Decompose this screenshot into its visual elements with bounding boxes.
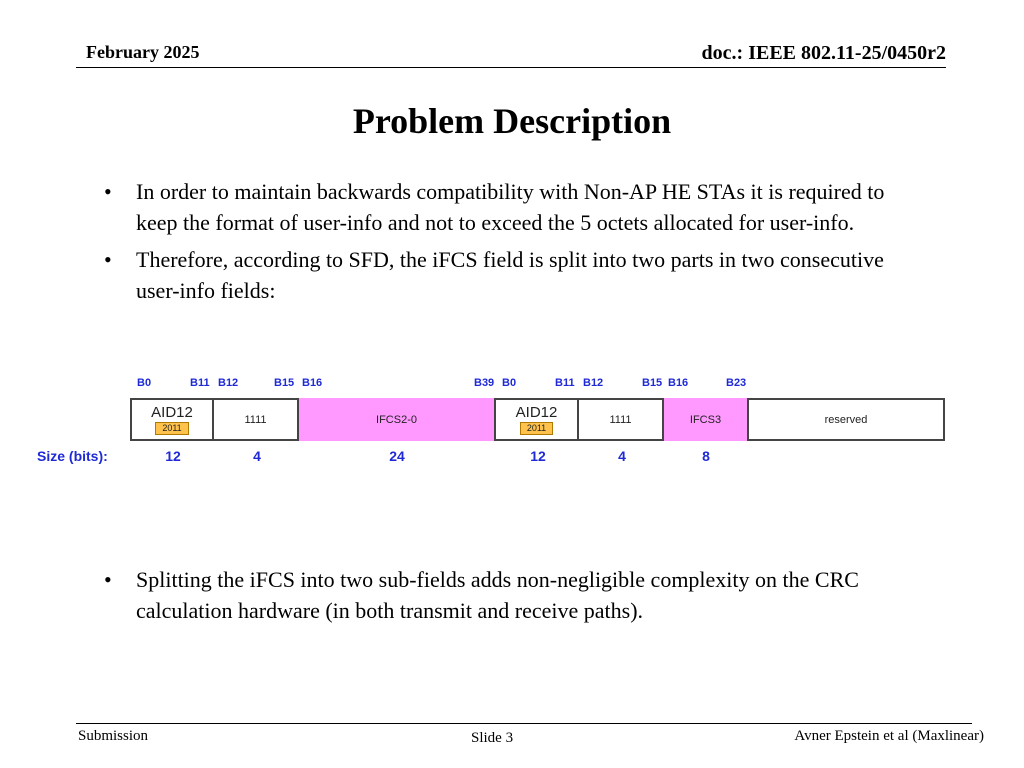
user-info-field-diagram <box>0 370 1024 480</box>
size-value: 4 <box>253 448 261 464</box>
field-1111: 1111 <box>214 398 299 441</box>
header-date: February 2025 <box>86 42 200 62</box>
bullet-list-bottom <box>104 564 924 632</box>
aid12-field <box>496 398 579 441</box>
size-value: 8 <box>702 448 710 464</box>
bit-label: B11 <box>190 377 210 389</box>
ifcs2-0-field: IFCS2-0 <box>299 398 496 441</box>
bullet-item <box>104 564 924 626</box>
aid12-label: AID12 <box>151 403 193 421</box>
size-value: 12 <box>165 448 181 464</box>
bit-label: B0 <box>137 377 152 389</box>
bit-label: B12 <box>218 377 239 389</box>
size-value: 24 <box>389 448 405 464</box>
header-rule <box>76 67 946 68</box>
bullet-text: Splitting the iFCS into two sub-fields adds non-negligible complexity on the CRC calculation hardware (in both transmit and receive paths). <box>136 567 859 623</box>
size-value: 12 <box>530 448 546 464</box>
bit-label: B11 <box>555 377 575 389</box>
aid12-field <box>132 398 214 441</box>
bit-label: B16 <box>302 377 323 389</box>
bullet-dot: • <box>104 567 112 592</box>
header-doc-id: doc.: IEEE 802.11-25/0450r2 <box>701 42 946 64</box>
bullet-text: In order to maintain backwards compatibility with Non-AP HE STAs it is required to keep the format of user-info and not to exceed the 5 octets allocated for user-info. <box>136 179 885 235</box>
slide-title: Problem Description <box>352 101 672 141</box>
ifcs3-field: IFCS3 <box>664 398 749 441</box>
bit-label: B12 <box>583 377 604 389</box>
footer-rule <box>76 723 972 724</box>
bit-label: B39 <box>474 377 495 389</box>
bullet-dot: • <box>104 247 112 272</box>
size-value: 4 <box>618 448 626 464</box>
bullet-text: Therefore, according to SFD, the iFCS field is split into two parts in two consecutive user-info fields: <box>136 247 884 303</box>
bullet-dot: • <box>104 179 112 204</box>
aid12-label: AID12 <box>515 403 558 421</box>
bit-label: B15 <box>642 377 663 389</box>
footer-author: Avner Epstein et al (Maxlinear) <box>794 728 984 744</box>
bullet-item <box>104 176 924 238</box>
bit-label: B15 <box>274 377 295 389</box>
aid12-value-tag: 2011 <box>155 422 188 435</box>
footer-submission: Submission <box>78 728 149 744</box>
reserved-field: reserved <box>824 413 868 426</box>
bullet-list-top <box>104 176 924 312</box>
footer-slide-number: Slide 3 <box>471 730 514 746</box>
size-bits-label: Size (bits): <box>37 448 108 464</box>
aid12-value-tag: 2011 <box>520 422 553 435</box>
bit-label: B0 <box>502 377 517 389</box>
bit-label: B23 <box>726 377 747 389</box>
bullet-item <box>104 244 924 306</box>
field-1111: 1111 <box>579 398 664 441</box>
bit-label: B16 <box>668 377 689 389</box>
